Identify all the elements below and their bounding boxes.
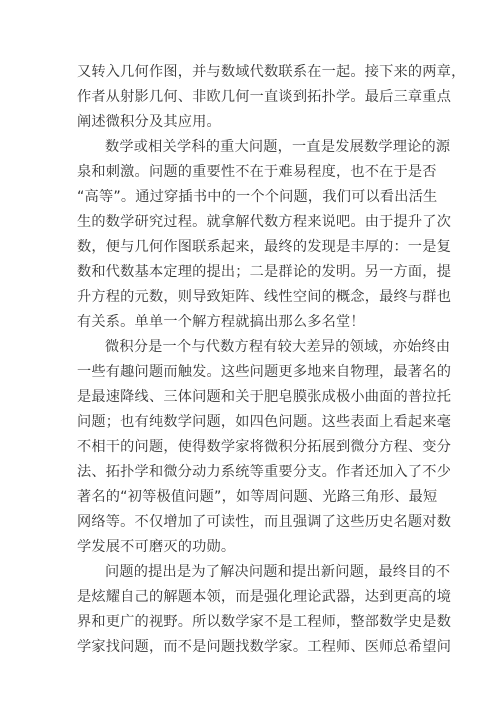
text-line: 界和更广的视野。所以数学家不是工程师，整部数学史是数: [77, 614, 452, 630]
body-text: [77, 60, 466, 660]
text-line: 阐述微积分及其应用。: [77, 114, 221, 130]
text-line: 网络等。不仅增加了可读性，而且强调了这些历史名题对数: [77, 514, 452, 530]
paragraph-first-line: 数学或相关学科的重大问题，一直是发展数学理论的源: [105, 139, 451, 155]
text-line: 作者从射影几何、非欧几何一直谈到拓扑学。最后三章重点: [77, 89, 452, 105]
text-line: 是最速降线、三体问题和关于肥皂膜张成极小曲面的普拉托: [77, 389, 452, 405]
text-line: 一些有趣问题而触发。这些问题更多地来自物理，最著名的: [77, 364, 452, 380]
text-line: 著名的“初等极值问题”，如等周问题、光路三角形、最短: [77, 489, 438, 505]
text-line: 数和代数基本定理的提出；二是群论的发明。另一方面，提: [77, 264, 452, 280]
text-line: 学家找问题，而不是问题找数学家。工程师、医师总希望问: [77, 639, 452, 655]
text-line: 不相干的问题，使得数学家将微积分拓展到微分方程、变分: [77, 439, 452, 455]
text-line: 问题；也有纯数学问题，如四色问题。这些表面上看起来毫: [77, 414, 452, 430]
text-line: 升方程的元数，则导致矩阵、线性空间的概念，最终与群也: [77, 289, 452, 305]
text-line: 生的数学研究过程。就拿解代数方程来说吧。由于提升了次: [77, 214, 452, 230]
paragraph-first-line: 问题的提出是为了解决问题和提出新问题，最终目的不: [105, 564, 451, 580]
text-line: 是炫耀自己的解题本领，而是强化理论武器，达到更高的境: [77, 589, 452, 605]
text-line: “高等”。通过穿插书中的一个个问题，我们可以看出活生: [77, 189, 438, 205]
paragraph-first-line: 微积分是一个与代数方程有较大差异的领域，亦始终由: [105, 339, 451, 355]
text-line: 数，便与几何作图联系起来，最终的发现是丰厚的：一是复: [77, 239, 452, 255]
text-line: 法、拓扑学和微分动力系统等重要分支。作者还加入了不少: [77, 464, 452, 480]
text-line: 泉和刺激。问题的重要性不在于难易程度，也不在于是否: [77, 164, 437, 180]
text-line: 又转入几何作图，并与数域代数联系在一起。接下来的两章，: [77, 64, 466, 80]
text-line: 有关系。单单一个解方程就搞出那么多名堂！: [77, 314, 365, 330]
text-line: 学发展不可磨灭的功勋。: [77, 539, 236, 555]
